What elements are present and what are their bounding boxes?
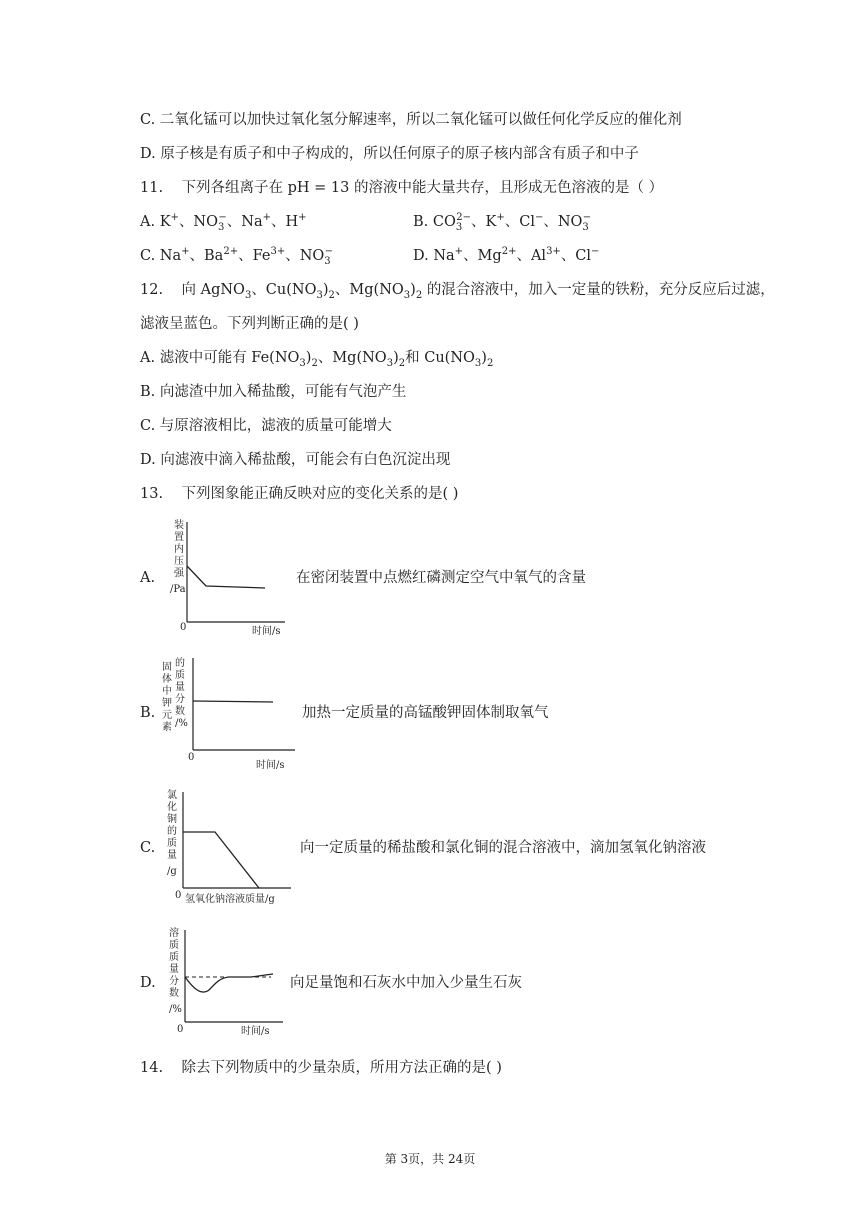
graph-d-curve <box>185 974 273 992</box>
q13-graph-b <box>160 654 300 774</box>
q11-stem-a: 下列各组离子在 <box>181 180 283 196</box>
q13-number: 13. <box>140 486 164 502</box>
q13-option-d-label: D. <box>140 975 156 991</box>
svg-text:分: 分 <box>169 976 179 987</box>
svg-text:/Pa: /Pa <box>170 584 186 595</box>
svg-text:素: 素 <box>162 722 172 733</box>
svg-text:质: 质 <box>169 940 179 951</box>
graph-d-origin: 0 <box>177 1024 184 1035</box>
graph-c-origin: 0 <box>175 890 182 901</box>
svg-text:/%: /% <box>169 1004 182 1015</box>
graph-a-ylabel-1: 装 <box>174 520 184 531</box>
svg-text:化: 化 <box>167 802 177 813</box>
q13-graph-d <box>163 926 298 1042</box>
q11-ph: pH = 13 <box>287 180 350 196</box>
q13-graph-c <box>163 788 298 908</box>
svg-text:量: 量 <box>175 682 185 693</box>
q12-option-d: D. 向滤液中滴入稀盐酸，可能会有白色沉淀出现 <box>140 452 451 468</box>
q10-option-c: C. 二氧化锰可以加快过氧化氢分解速率，所以二氧化锰可以做任何化学反应的催化剂 <box>140 112 682 128</box>
svg-text:铜: 铜 <box>167 814 177 825</box>
svg-text:量: 量 <box>167 850 177 861</box>
graph-a-origin: 0 <box>180 622 187 633</box>
svg-text:/g: /g <box>167 866 177 877</box>
svg-text:的: 的 <box>167 826 177 837</box>
q12-number: 12. <box>140 282 164 298</box>
svg-text:氯: 氯 <box>167 790 177 801</box>
svg-text:压: 压 <box>174 556 184 567</box>
svg-text:强: 强 <box>174 568 184 579</box>
graph-c-xlabel: 氢氧化钠溶液质量/g <box>185 894 275 905</box>
q14-stem: 14. 除去下列物质中的少量杂质，所用方法正确的是( ) <box>140 1060 502 1076</box>
svg-text:质: 质 <box>167 838 177 849</box>
svg-text:分: 分 <box>175 694 185 705</box>
q12-stem-line2: 滤液呈蓝色。下列判断正确的是( ) <box>140 316 359 332</box>
q11-option-a: A. K+、$NO_3^-$、Na+、H+ <box>140 212 307 233</box>
graph-d-xlabel: 时间/s <box>241 1026 270 1037</box>
svg-text:数: 数 <box>169 988 179 999</box>
q13-stem: 13. 下列图象能正确反映对应的变化关系的是( ) <box>140 486 459 502</box>
q11-number: 11. <box>140 180 164 196</box>
q11-option-d: D. Na+、$Mg^{2+}$、$Al^{3+}$、Cl− <box>413 246 600 264</box>
q14-number: 14. <box>140 1060 164 1076</box>
q13-graph-a <box>160 518 290 638</box>
svg-text:内: 内 <box>174 544 184 555</box>
q13-option-b-desc: 加热一定质量的高锰酸钾固体制取氧气 <box>302 705 549 721</box>
svg-text:元: 元 <box>162 710 172 721</box>
svg-text:质: 质 <box>169 952 179 963</box>
graph-c-curve <box>183 832 259 888</box>
q13-option-c-label: C. <box>140 840 156 856</box>
svg-text:/%: /% <box>175 718 188 729</box>
q13-option-a-label: A. <box>140 570 156 586</box>
q12-option-c: C. 与原溶液相比，滤液的质量可能增大 <box>140 418 392 434</box>
svg-text:质: 质 <box>175 670 185 681</box>
q12-stem-line1: 12. 向 AgNO$_3$、$Cu(NO_3)_2$、$Mg(NO_3)_2$ 的混合溶液中，加入一定量的铁粉，充分反应后过滤， <box>140 282 775 301</box>
q11-option-c: C. Na+、$Ba^{2+}$、$Fe^{3+}$、$NO_3^-$ <box>140 246 334 267</box>
graph-a-curve <box>187 566 265 588</box>
graph-b-origin: 0 <box>188 752 195 763</box>
svg-text:钾: 钾 <box>162 698 172 709</box>
q11-stem <box>140 178 663 198</box>
graph-b-xlabel: 时间/s <box>256 760 285 771</box>
svg-text:固: 固 <box>162 662 172 673</box>
q13-option-b-label: B. <box>140 705 156 721</box>
q13-option-a-desc: 在密闭装置中点燃红磷测定空气中氧气的含量 <box>296 570 586 586</box>
svg-text:的: 的 <box>175 658 185 669</box>
q13-option-c-desc: 向一定质量的稀盐酸和氯化铜的混合溶液中，滴加氢氧化钠溶液 <box>300 840 706 856</box>
q10-option-d: D. 原子核是有质子和中子构成的，所以任何原子的原子核内部含有质子和中子 <box>140 146 639 162</box>
graph-b-curve <box>193 701 273 702</box>
q12-option-a: A. 滤液中可能有 $Fe(NO_3)_2$、$Mg(NO_3)_2$和 $Cu(NO_3)_2$ <box>140 350 494 369</box>
q11-stem-b: 的溶液中能大量共存，且形成无色溶液的是（ ） <box>353 180 664 196</box>
q13-option-d-desc: 向足量饱和石灰水中加入少量生石灰 <box>290 975 522 991</box>
svg-text:数: 数 <box>175 706 185 717</box>
q11-option-b: B. $CO_3^{2-}$、K+、Cl−、$NO_3^-$ <box>413 212 592 233</box>
svg-text:溶: 溶 <box>169 928 179 939</box>
svg-text:中: 中 <box>162 686 172 697</box>
q12-option-b: B. 向滤渣中加入稀盐酸，可能有气泡产生 <box>140 384 407 400</box>
svg-text:置: 置 <box>174 532 184 543</box>
svg-text:体: 体 <box>162 674 172 685</box>
graph-a-xlabel: 时间/s <box>252 626 281 637</box>
page-footer: 第 3页，共 24页 <box>384 1152 476 1166</box>
svg-text:量: 量 <box>169 964 179 975</box>
